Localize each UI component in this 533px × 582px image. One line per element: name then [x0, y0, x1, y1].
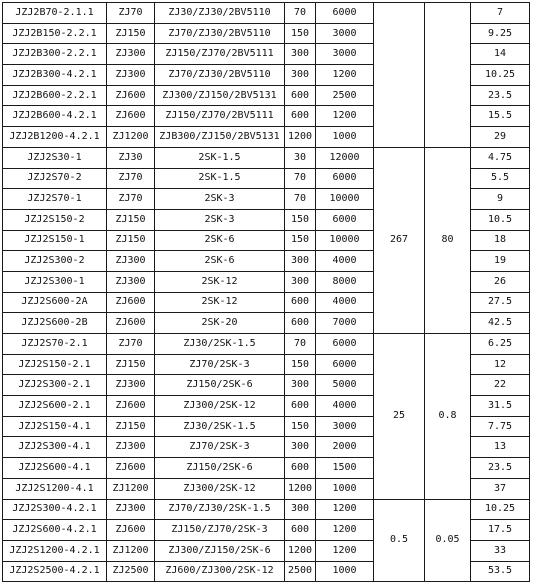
- unit-combination-cell: ZJB300/ZJ150/2BV5131: [155, 127, 285, 148]
- exhaust-rate-cell: 5000: [316, 375, 374, 396]
- pumping-speed-cell: 1200: [285, 478, 316, 499]
- spec-table-body: [3, 3, 530, 582]
- pump-model-cell: ZJ300: [107, 499, 155, 520]
- power-cell: 17.5: [471, 520, 530, 541]
- pump-model-cell: ZJ30: [107, 147, 155, 168]
- pumping-speed-cell: 70: [285, 189, 316, 210]
- power-cell: 7: [471, 3, 530, 24]
- unit-combination-cell: ZJ300/2SK-12: [155, 478, 285, 499]
- model-cell: JZJ2S30-1: [3, 147, 107, 168]
- pumping-speed-cell: 300: [285, 499, 316, 520]
- power-cell: 12: [471, 354, 530, 375]
- power-cell: 22: [471, 375, 530, 396]
- model-cell: JZJ2S1200-4.1: [3, 478, 107, 499]
- unit-combination-cell: ZJ150/ZJ70/2SK-3: [155, 520, 285, 541]
- power-cell: 15.5: [471, 106, 530, 127]
- model-cell: JZJ2B600-2.2.1: [3, 85, 107, 106]
- pump-model-cell: ZJ300: [107, 44, 155, 65]
- exhaust-rate-cell: 3000: [316, 44, 374, 65]
- pump-model-cell: ZJ600: [107, 313, 155, 334]
- pumping-speed-cell: 150: [285, 230, 316, 251]
- model-cell: JZJ2S600-2B: [3, 313, 107, 334]
- power-cell: 37: [471, 478, 530, 499]
- model-cell: JZJ2S300-2: [3, 251, 107, 272]
- exhaust-rate-cell: 7000: [316, 313, 374, 334]
- exhaust-rate-cell: 6000: [316, 209, 374, 230]
- pumping-speed-cell: 600: [285, 106, 316, 127]
- pump-model-cell: ZJ600: [107, 458, 155, 479]
- unit-combination-cell: 2SK-20: [155, 313, 285, 334]
- power-cell: 9: [471, 189, 530, 210]
- exhaust-rate-cell: 6000: [316, 334, 374, 355]
- power-cell: 14: [471, 44, 530, 65]
- power-cell: 18: [471, 230, 530, 251]
- unit-combination-cell: 2SK-6: [155, 230, 285, 251]
- unit-combination-cell: ZJ150/2SK-6: [155, 375, 285, 396]
- power-cell: 10.25: [471, 499, 530, 520]
- pump-model-cell: ZJ150: [107, 209, 155, 230]
- exhaust-rate-cell: 10000: [316, 189, 374, 210]
- pump-model-cell: ZJ1200: [107, 127, 155, 148]
- exhaust-rate-cell: 3000: [316, 23, 374, 44]
- pumping-speed-cell: 70: [285, 3, 316, 24]
- exhaust-rate-cell: 12000: [316, 147, 374, 168]
- exhaust-rate-cell: 4000: [316, 251, 374, 272]
- pumping-speed-cell: 150: [285, 354, 316, 375]
- unit-combination-cell: ZJ70/2SK-3: [155, 437, 285, 458]
- pump-model-cell: ZJ70: [107, 334, 155, 355]
- unit-combination-cell: ZJ600/ZJ300/2SK-12: [155, 561, 285, 582]
- pumping-speed-cell: 2500: [285, 561, 316, 582]
- exhaust-rate-cell: 10000: [316, 230, 374, 251]
- pumping-speed-cell: 70: [285, 168, 316, 189]
- model-cell: JZJ2S150-1: [3, 230, 107, 251]
- pump-model-cell: ZJ1200: [107, 540, 155, 561]
- model-cell: JZJ2B300-2.2.1: [3, 44, 107, 65]
- pumping-speed-cell: 600: [285, 292, 316, 313]
- model-cell: JZJ2S70-1: [3, 189, 107, 210]
- unit-combination-cell: ZJ70/ZJ30/2BV5110: [155, 65, 285, 86]
- unit-combination-cell: 2SK-3: [155, 209, 285, 230]
- pump-model-cell: ZJ600: [107, 85, 155, 106]
- power-cell: 23.5: [471, 85, 530, 106]
- power-cell: 5.5: [471, 168, 530, 189]
- pump-model-cell: ZJ300: [107, 271, 155, 292]
- pump-model-cell: ZJ600: [107, 396, 155, 417]
- spec-table-wrapper: [2, 2, 530, 582]
- exhaust-rate-cell: 1200: [316, 65, 374, 86]
- pumping-speed-cell: 30: [285, 147, 316, 168]
- exhaust-rate-cell: 4000: [316, 292, 374, 313]
- pump-model-cell: ZJ150: [107, 230, 155, 251]
- unit-combination-cell: ZJ30/2SK-1.5: [155, 334, 285, 355]
- model-cell: JZJ2S300-1: [3, 271, 107, 292]
- pump-model-cell: ZJ300: [107, 437, 155, 458]
- model-cell: JZJ2S150-2: [3, 209, 107, 230]
- pump-model-cell: ZJ150: [107, 23, 155, 44]
- power-cell: 10.25: [471, 65, 530, 86]
- power-cell: 27.5: [471, 292, 530, 313]
- exhaust-rate-cell: 8000: [316, 271, 374, 292]
- model-cell: JZJ2S150-2.1: [3, 354, 107, 375]
- pumping-speed-cell: 70: [285, 334, 316, 355]
- exhaust-rate-cell: 1000: [316, 561, 374, 582]
- model-cell: JZJ2S70-2: [3, 168, 107, 189]
- power-cell: 23.5: [471, 458, 530, 479]
- table-row: [3, 147, 530, 168]
- unit-combination-cell: 2SK-3: [155, 189, 285, 210]
- pumping-speed-cell: 600: [285, 520, 316, 541]
- exhaust-rate-cell: 6000: [316, 3, 374, 24]
- pumping-speed-cell: 600: [285, 396, 316, 417]
- pumping-speed-cell: 300: [285, 375, 316, 396]
- power-cell: 53.5: [471, 561, 530, 582]
- unit-combination-cell: ZJ70/ZJ30/2BV5110: [155, 23, 285, 44]
- power-cell: 29: [471, 127, 530, 148]
- model-cell: JZJ2B300-4.2.1: [3, 65, 107, 86]
- pumping-speed-cell: 300: [285, 437, 316, 458]
- working-pressure-cell: 80: [425, 147, 471, 333]
- exhaust-rate-cell: 1000: [316, 478, 374, 499]
- power-cell: 31.5: [471, 396, 530, 417]
- power-cell: 13: [471, 437, 530, 458]
- unit-combination-cell: ZJ300/ZJ150/2SK-6: [155, 540, 285, 561]
- model-cell: JZJ2B150-2.2.1: [3, 23, 107, 44]
- pumping-speed-cell: 150: [285, 209, 316, 230]
- working-pressure-cell: [425, 3, 471, 148]
- ultimate-pressure-cell: 267: [374, 147, 425, 333]
- exhaust-rate-cell: 1200: [316, 499, 374, 520]
- pump-model-cell: ZJ70: [107, 168, 155, 189]
- model-cell: JZJ2S600-4.2.1: [3, 520, 107, 541]
- power-cell: 7.75: [471, 416, 530, 437]
- pump-model-cell: ZJ300: [107, 375, 155, 396]
- pump-model-cell: ZJ1200: [107, 478, 155, 499]
- pumping-speed-cell: 600: [285, 458, 316, 479]
- unit-combination-cell: ZJ150/ZJ70/2BV5111: [155, 106, 285, 127]
- model-cell: JZJ2S150-4.1: [3, 416, 107, 437]
- power-cell: 33: [471, 540, 530, 561]
- unit-combination-cell: 2SK-6: [155, 251, 285, 272]
- pumping-speed-cell: 600: [285, 313, 316, 334]
- model-cell: JZJ2S300-4.2.1: [3, 499, 107, 520]
- power-cell: 10.5: [471, 209, 530, 230]
- exhaust-rate-cell: 6000: [316, 168, 374, 189]
- model-cell: JZJ2S70-2.1: [3, 334, 107, 355]
- power-cell: 26: [471, 271, 530, 292]
- model-cell: JZJ2S600-2.1: [3, 396, 107, 417]
- model-cell: JZJ2B70-2.1.1: [3, 3, 107, 24]
- pumping-speed-cell: 300: [285, 271, 316, 292]
- pumping-speed-cell: 300: [285, 65, 316, 86]
- power-cell: 19: [471, 251, 530, 272]
- unit-combination-cell: ZJ150/ZJ70/2BV5111: [155, 44, 285, 65]
- exhaust-rate-cell: 4000: [316, 396, 374, 417]
- table-row: [3, 499, 530, 520]
- working-pressure-cell: 0.05: [425, 499, 471, 582]
- pump-model-cell: ZJ70: [107, 3, 155, 24]
- model-cell: JZJ2S600-4.1: [3, 458, 107, 479]
- model-cell: JZJ2S300-2.1: [3, 375, 107, 396]
- model-cell: JZJ2S2500-4.2.1: [3, 561, 107, 582]
- power-cell: 6.25: [471, 334, 530, 355]
- model-cell: JZJ2S300-4.1: [3, 437, 107, 458]
- unit-combination-cell: 2SK-12: [155, 292, 285, 313]
- model-cell: JZJ2B1200-4.2.1: [3, 127, 107, 148]
- unit-combination-cell: ZJ70/ZJ30/2SK-1.5: [155, 499, 285, 520]
- pumping-speed-cell: 300: [285, 44, 316, 65]
- pump-model-cell: ZJ150: [107, 354, 155, 375]
- pumping-speed-cell: 600: [285, 85, 316, 106]
- unit-combination-cell: 2SK-1.5: [155, 147, 285, 168]
- model-cell: JZJ2S1200-4.2.1: [3, 540, 107, 561]
- pumping-speed-cell: 1200: [285, 540, 316, 561]
- pumping-speed-cell: 150: [285, 23, 316, 44]
- unit-combination-cell: 2SK-1.5: [155, 168, 285, 189]
- pump-model-cell: ZJ600: [107, 520, 155, 541]
- exhaust-rate-cell: 1200: [316, 540, 374, 561]
- power-cell: 9.25: [471, 23, 530, 44]
- exhaust-rate-cell: 2500: [316, 85, 374, 106]
- table-row: [3, 334, 530, 355]
- ultimate-pressure-cell: [374, 3, 425, 148]
- unit-combination-cell: ZJ70/2SK-3: [155, 354, 285, 375]
- unit-combination-cell: ZJ30/2SK-1.5: [155, 416, 285, 437]
- exhaust-rate-cell: 3000: [316, 416, 374, 437]
- unit-combination-cell: ZJ300/ZJ150/2BV5131: [155, 85, 285, 106]
- unit-combination-cell: ZJ30/ZJ30/2BV5110: [155, 3, 285, 24]
- exhaust-rate-cell: 1200: [316, 106, 374, 127]
- unit-combination-cell: ZJ300/2SK-12: [155, 396, 285, 417]
- pump-model-cell: ZJ300: [107, 65, 155, 86]
- exhaust-rate-cell: 1500: [316, 458, 374, 479]
- table-row: [3, 3, 530, 24]
- ultimate-pressure-cell: 25: [374, 334, 425, 500]
- exhaust-rate-cell: 2000: [316, 437, 374, 458]
- unit-combination-cell: ZJ150/2SK-6: [155, 458, 285, 479]
- pump-model-cell: ZJ2500: [107, 561, 155, 582]
- pumping-speed-cell: 150: [285, 416, 316, 437]
- working-pressure-cell: 0.8: [425, 334, 471, 500]
- pump-model-cell: ZJ600: [107, 106, 155, 127]
- ultimate-pressure-cell: 0.5: [374, 499, 425, 582]
- unit-combination-cell: 2SK-12: [155, 271, 285, 292]
- exhaust-rate-cell: 1200: [316, 520, 374, 541]
- pumping-speed-cell: 300: [285, 251, 316, 272]
- exhaust-rate-cell: 1000: [316, 127, 374, 148]
- pump-model-cell: ZJ600: [107, 292, 155, 313]
- pumping-speed-cell: 1200: [285, 127, 316, 148]
- pump-model-cell: ZJ70: [107, 189, 155, 210]
- pump-model-cell: ZJ300: [107, 251, 155, 272]
- model-cell: JZJ2B600-4.2.1: [3, 106, 107, 127]
- power-cell: 4.75: [471, 147, 530, 168]
- model-cell: JZJ2S600-2A: [3, 292, 107, 313]
- power-cell: 42.5: [471, 313, 530, 334]
- spec-table: [2, 2, 530, 582]
- pump-model-cell: ZJ150: [107, 416, 155, 437]
- exhaust-rate-cell: 6000: [316, 354, 374, 375]
